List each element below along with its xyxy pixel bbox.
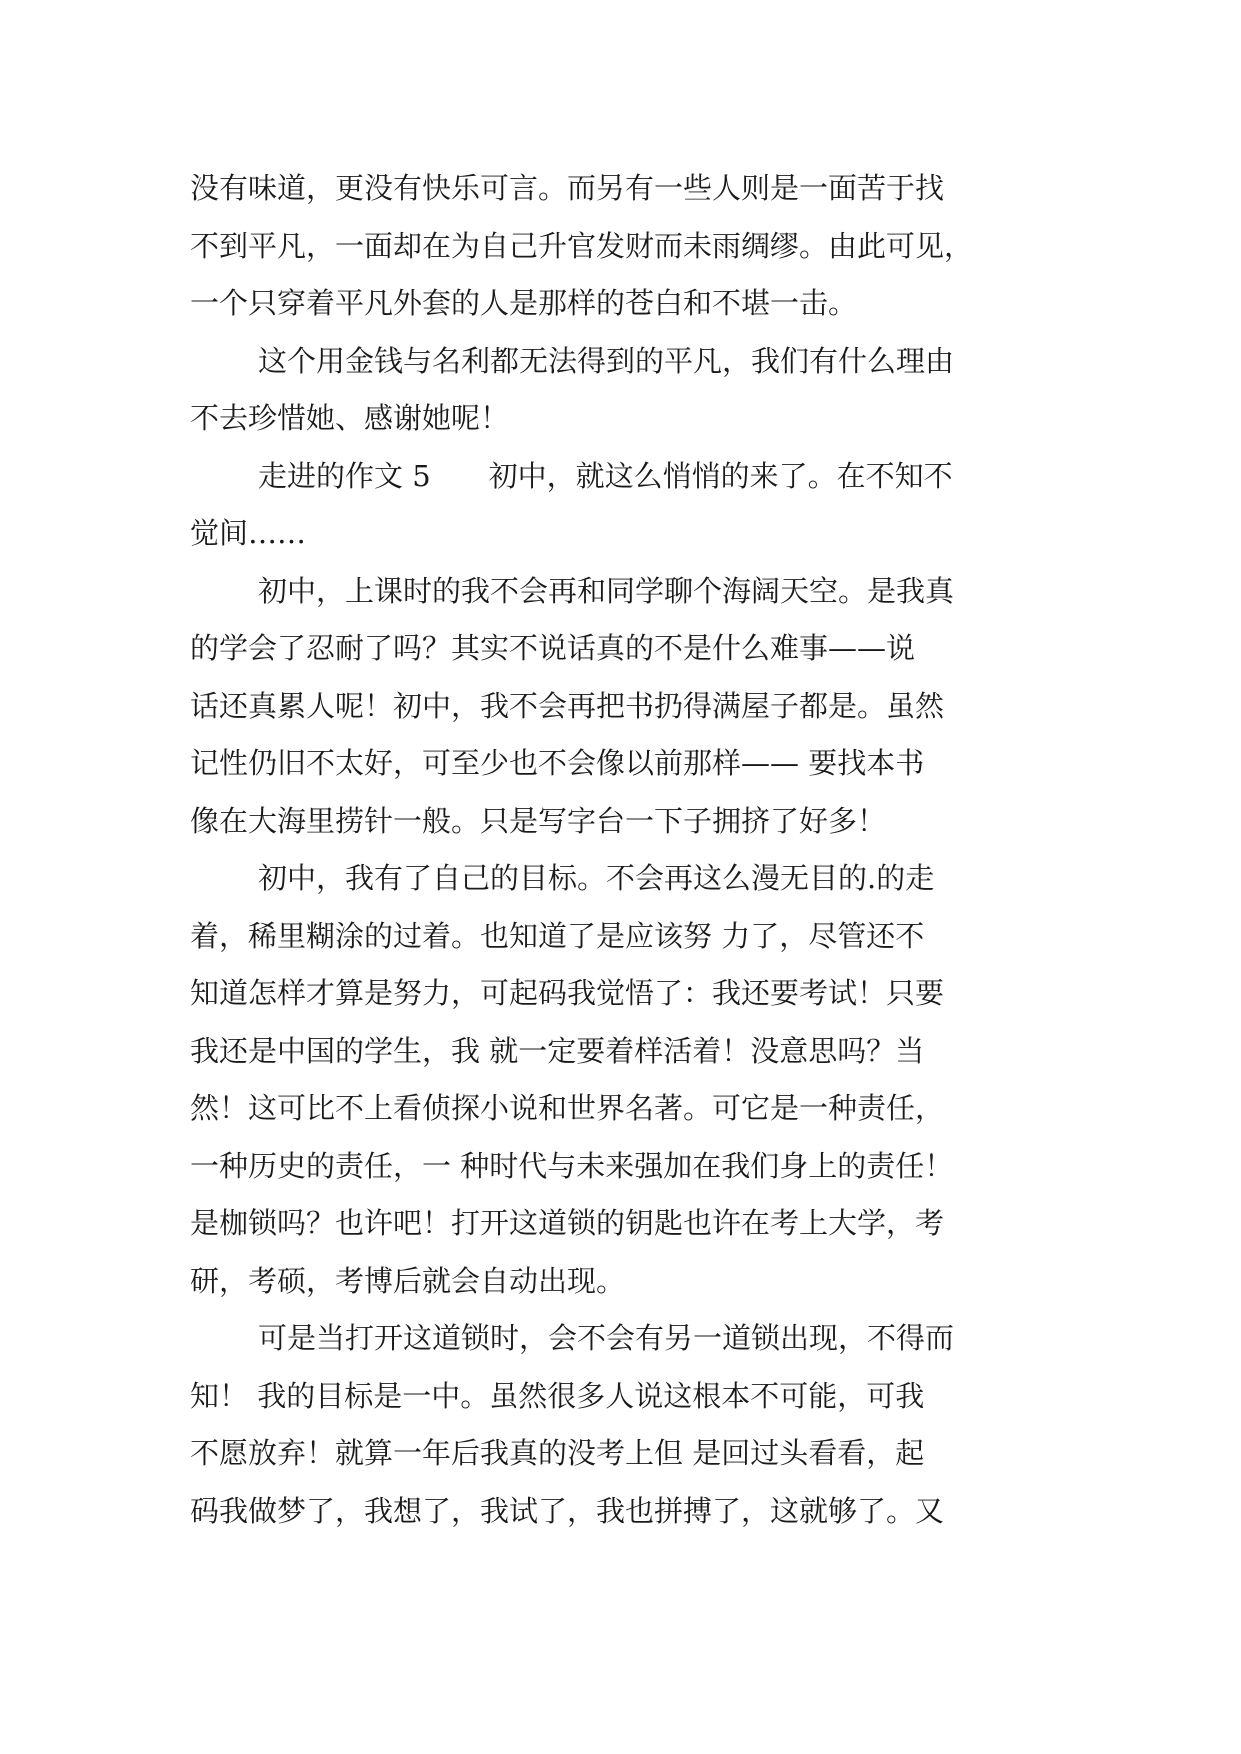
text-line: 我还是中国的学生，我 就一定要着样活着！没意思吗？当 [190, 1033, 925, 1068]
text-line: 不去珍惜她、感谢她呢！ [190, 401, 510, 435]
text-line: 知道怎样才算是努力，可起码我觉悟了：我还要考试！只要 [190, 976, 945, 1010]
text-line: 的学会了忍耐了吗？其实不说话真的不是什么难事——说 [190, 631, 916, 665]
text-line: 可是当打开这道锁时，会不会有另一道锁出现，不得而 [258, 1321, 955, 1355]
text-line: 初中，我有了自己的目标。不会再这么漫无目的.的走 [258, 861, 935, 895]
text-line: 走进的作文 5 初中，就这么悄悄的来了。在不知不 [258, 458, 953, 493]
text-line: 着，稀里糊涂的过着。也知道了是应该努 力了，尽管还不 [190, 918, 925, 953]
text-line: 初中，上课时的我不会再和同学聊个海阔天空。是我真 [258, 573, 955, 608]
text-line: 是枷锁吗？也许吧！打开这道锁的钥匙也许在考上大学，考 [190, 1206, 945, 1240]
text-line: 一个只穿着平凡外套的人是那样的苍白和不堪一击。 [190, 286, 858, 320]
text-line: 不愿放弃！就算一年后我真的没考上但 是回过头看看，起 [190, 1436, 925, 1470]
text-line: 觉间…… [190, 516, 307, 550]
text-line: 知！ 我的目标是一中。虽然很多人说这根本不可能，可我 [190, 1378, 925, 1413]
document-body [190, 160, 1052, 1540]
text-line: 记性仍旧不太好，可至少也不会像以前那样—— 要找本书 [190, 746, 925, 780]
text-line: 码我做梦了，我想了，我试了，我也拼搏了，这就够了。又 [190, 1493, 945, 1528]
text-line: 这个用金钱与名利都无法得到的平凡，我们有什么理由 [258, 343, 955, 378]
text-line: 研，考硕，考博后就会自动出现。 [190, 1263, 626, 1298]
text-line: 然！这可比不上看侦探小说和世界名著。可它是一种责任， [190, 1091, 945, 1125]
text-line: 像在大海里捞针一般。只是写字台一下子拥挤了好多！ [190, 803, 887, 838]
text-line: 不到平凡，一面却在为自己升官发财而未雨绸缪。由此可见， [190, 228, 974, 263]
text-line: 没有味道，更没有快乐可言。而另有一些人则是一面苦于找 [190, 171, 945, 205]
text-line: 一种历史的责任，一 种时代与未来强加在我们身上的责任！ [190, 1148, 954, 1183]
text-line: 话还真累人呢！初中，我不会再把书扔得满屋子都是。虽然 [190, 688, 945, 723]
